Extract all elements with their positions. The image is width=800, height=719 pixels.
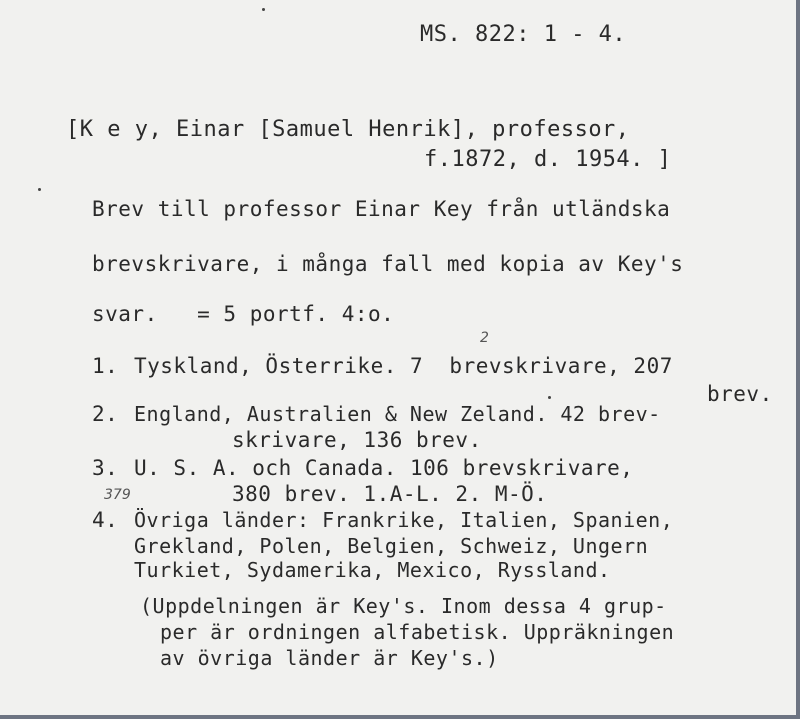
ink-speck (548, 396, 551, 399)
handwritten-note-379: 379 (104, 487, 131, 503)
heading-line-1: [K e y, Einar [Samuel Henrik], professor, (66, 117, 630, 142)
item-1-number: 1. (92, 354, 119, 378)
item-1-line-1: Tyskland, Österrike. 7 brevskrivare, 207 (134, 354, 673, 378)
item-3-number: 3. (92, 456, 119, 480)
ink-speck (262, 8, 265, 11)
item-4-number: 4. (92, 508, 119, 532)
item-4-line-3: Turkiet, Sydamerika, Mexico, Ryssland. (134, 558, 611, 582)
ms-number: MS. 822: 1 - 4. (420, 22, 627, 47)
item-3-line-1: U. S. A. och Canada. 106 brevskrivare, (134, 456, 634, 480)
item-3-line-2: 380 brev. 1.A-L. 2. M-Ö. (232, 482, 548, 506)
item-4-line-2: Grekland, Polen, Belgien, Schweiz, Ungern (134, 534, 649, 558)
closing-line-2: per är ordningen alfabetisk. Uppräkningen (160, 620, 675, 644)
closing-line-3: av övriga länder är Key's.) (160, 646, 499, 670)
description-line-1: Brev till professor Einar Key från utländska (92, 197, 671, 221)
closing-line-1: (Uppdelningen är Key's. Inom dessa 4 grup- (140, 594, 667, 618)
item-1-line-2: brev. (707, 382, 773, 406)
description-line-3: svar. = 5 portf. 4:o. (92, 302, 395, 326)
item-4-line-1: Övriga länder: Frankrike, Italien, Spanien, (134, 508, 674, 532)
item-2-line-1: England, Australien & New Zeland. 42 brev- (134, 402, 661, 426)
item-2-line-2: skrivare, 136 brev. (232, 428, 482, 452)
heading-line-2: f.1872, d. 1954. ] (424, 147, 672, 172)
item-2-number: 2. (92, 402, 119, 426)
handwritten-note-2: 2 (480, 330, 489, 346)
ink-speck (38, 188, 41, 191)
description-line-2: brevskrivare, i många fall med kopia av Key's (92, 252, 684, 276)
